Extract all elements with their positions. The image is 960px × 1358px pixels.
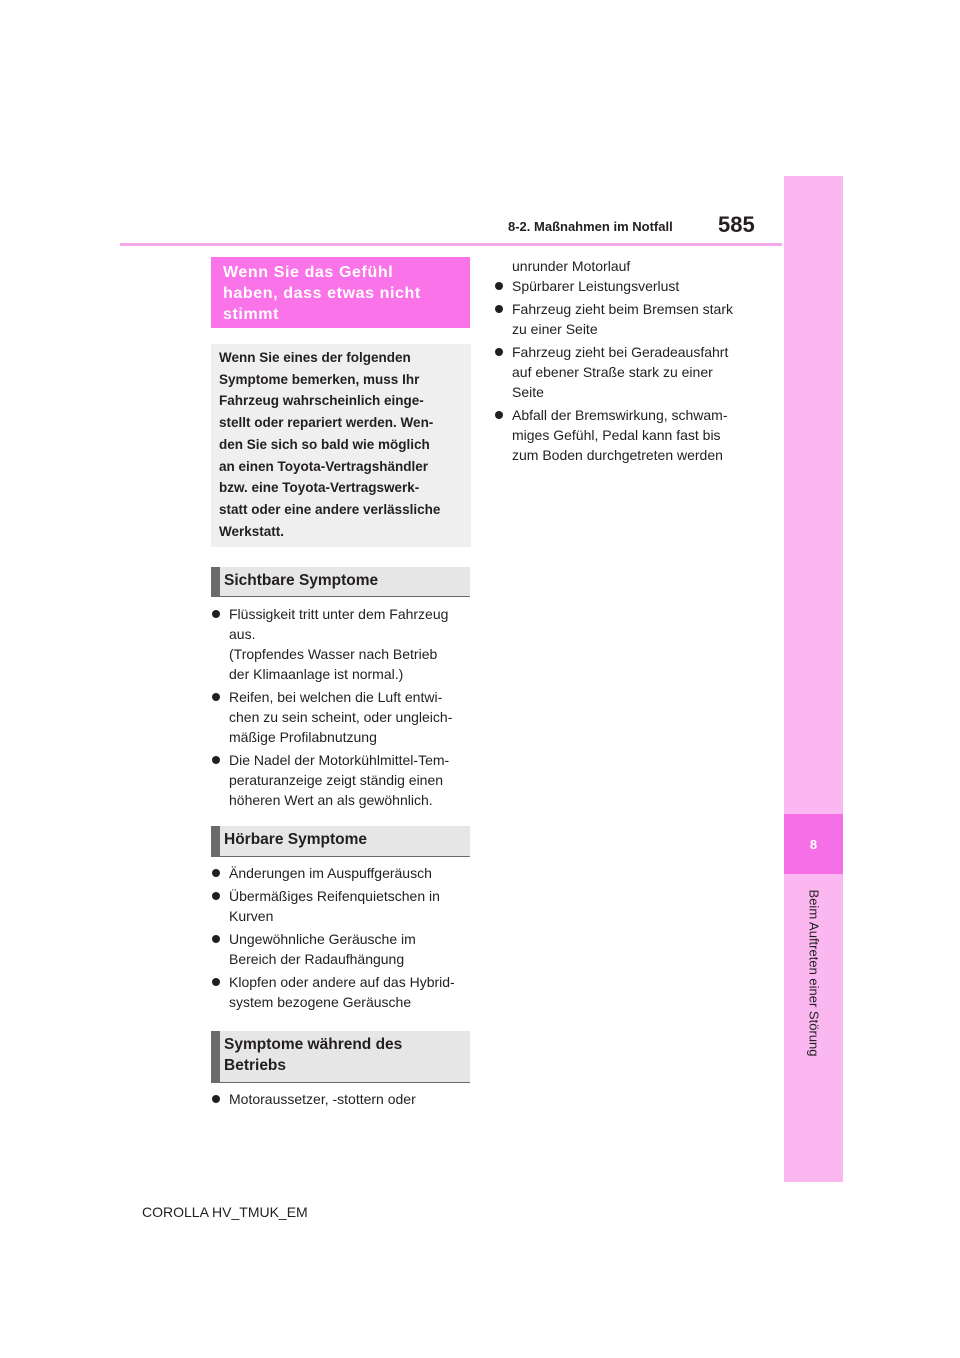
section-title: 8-2. Maßnahmen im Notfall [508,219,673,234]
intro-line: Wenn Sie eines der folgenden [219,350,411,365]
chapter-title: Beim Auftreten einer Störung [806,889,822,1057]
list-item [212,687,474,747]
list-item-text: Die Nadel der Motorkühlmittel-Tem- peraturanzeige zeigt ständig einen höheren Wert an als gewöhnlich. [229,752,450,808]
list-item [495,405,757,465]
audible-symptoms-heading: Hörbare Symptome [211,826,470,857]
list-item [495,299,757,339]
list-item [212,750,474,810]
list-item-text: Klopfen oder andere auf das Hybrid- system bezogene Geräusche [229,974,455,1010]
intro-line: statt oder eine andere verlässliche [219,501,441,517]
operational-symptoms-heading: Symptome während des Betriebs [211,1031,470,1083]
bullet-icon [212,978,220,986]
callout-title [211,257,470,328]
bullet-icon [212,756,220,764]
intro-box [211,344,471,547]
chapter-number-tab: 8 [784,814,843,874]
footer-model-code: COROLLA HV_TMUK_EM [142,1204,308,1220]
list-item-text: Fahrzeug zieht beim Bremsen stark zu einer Seite [512,301,733,337]
bullet-icon [495,282,503,290]
list-item [212,1089,474,1109]
bullet-icon [212,693,220,701]
bullet-icon [212,892,220,900]
list-item-text: Reifen, bei welchen die Luft entwi- chen zu sein scheint, oder ungleich- mäßige Profilabnutzung [229,689,453,745]
list-item [212,604,474,684]
audible-symptoms-list [212,863,474,1015]
intro-line: bzw. eine Toyota-Vertragswerk- [219,480,420,496]
intro-line: Symptome bemerken, muss Ihr [219,371,420,387]
page-number: 585 [718,212,755,237]
list-item-text: Abfall der Bremswirkung, schwam- miges Gefühl, Pedal kann fast bis zum Boden durchgetreten werden [512,407,728,463]
bullet-icon [212,869,220,877]
intro-line: den Sie sich so bald wie möglich [219,436,430,452]
list-item [212,863,474,883]
list-item [212,929,474,969]
bullet-icon [495,411,503,419]
callout-title-text: Wenn Sie das Gefühl haben, dass etwas nicht stimmt [223,264,421,323]
list-item-text: Spürbarer Leistungsverlust [512,278,680,294]
list-item [212,972,474,1012]
operational-symptoms-list-start [212,1089,474,1112]
header-divider [120,243,782,246]
bullet-icon [212,935,220,943]
intro-line: Werkstatt. [219,523,285,539]
list-item-text: Flüssigkeit tritt unter dem Fahrzeug aus. (Tropfendes Wasser nach Betrieb der Klimaanlage ist normal.) [229,606,449,682]
intro-line: stellt oder repariert werden. Wen- [219,415,434,431]
bullet-icon [495,305,503,313]
list-item-text: Ungewöhnliche Geräusche im Bereich der Radaufhängung [229,931,416,967]
list-item [212,886,474,926]
visible-symptoms-list [212,604,474,813]
intro-line: Fahrzeug wahrscheinlich einge- [219,393,424,409]
visible-symptoms-heading: Sichtbare Symptome [211,567,470,597]
intro-line: an einen Toyota-Vertragshändler [219,458,429,474]
bullet-icon [212,1095,220,1103]
list-item-text: Übermäßiges Reifenquietschen in Kurven [229,888,440,924]
bullet-icon [495,348,503,356]
list-item [495,276,757,296]
list-item [495,342,757,402]
bullet-icon [212,610,220,618]
list-item-text: Motoraussetzer, -stottern oder [229,1091,416,1107]
list-item-text: Änderungen im Auspuffgeräusch [229,865,432,881]
list-item-text: Fahrzeug zieht bei Geradeausfahrt auf ebener Straße stark zu einer Seite [512,344,729,400]
operational-symptoms-list [495,276,757,468]
list-item-continuation: unrunder Motorlauf [512,258,631,274]
